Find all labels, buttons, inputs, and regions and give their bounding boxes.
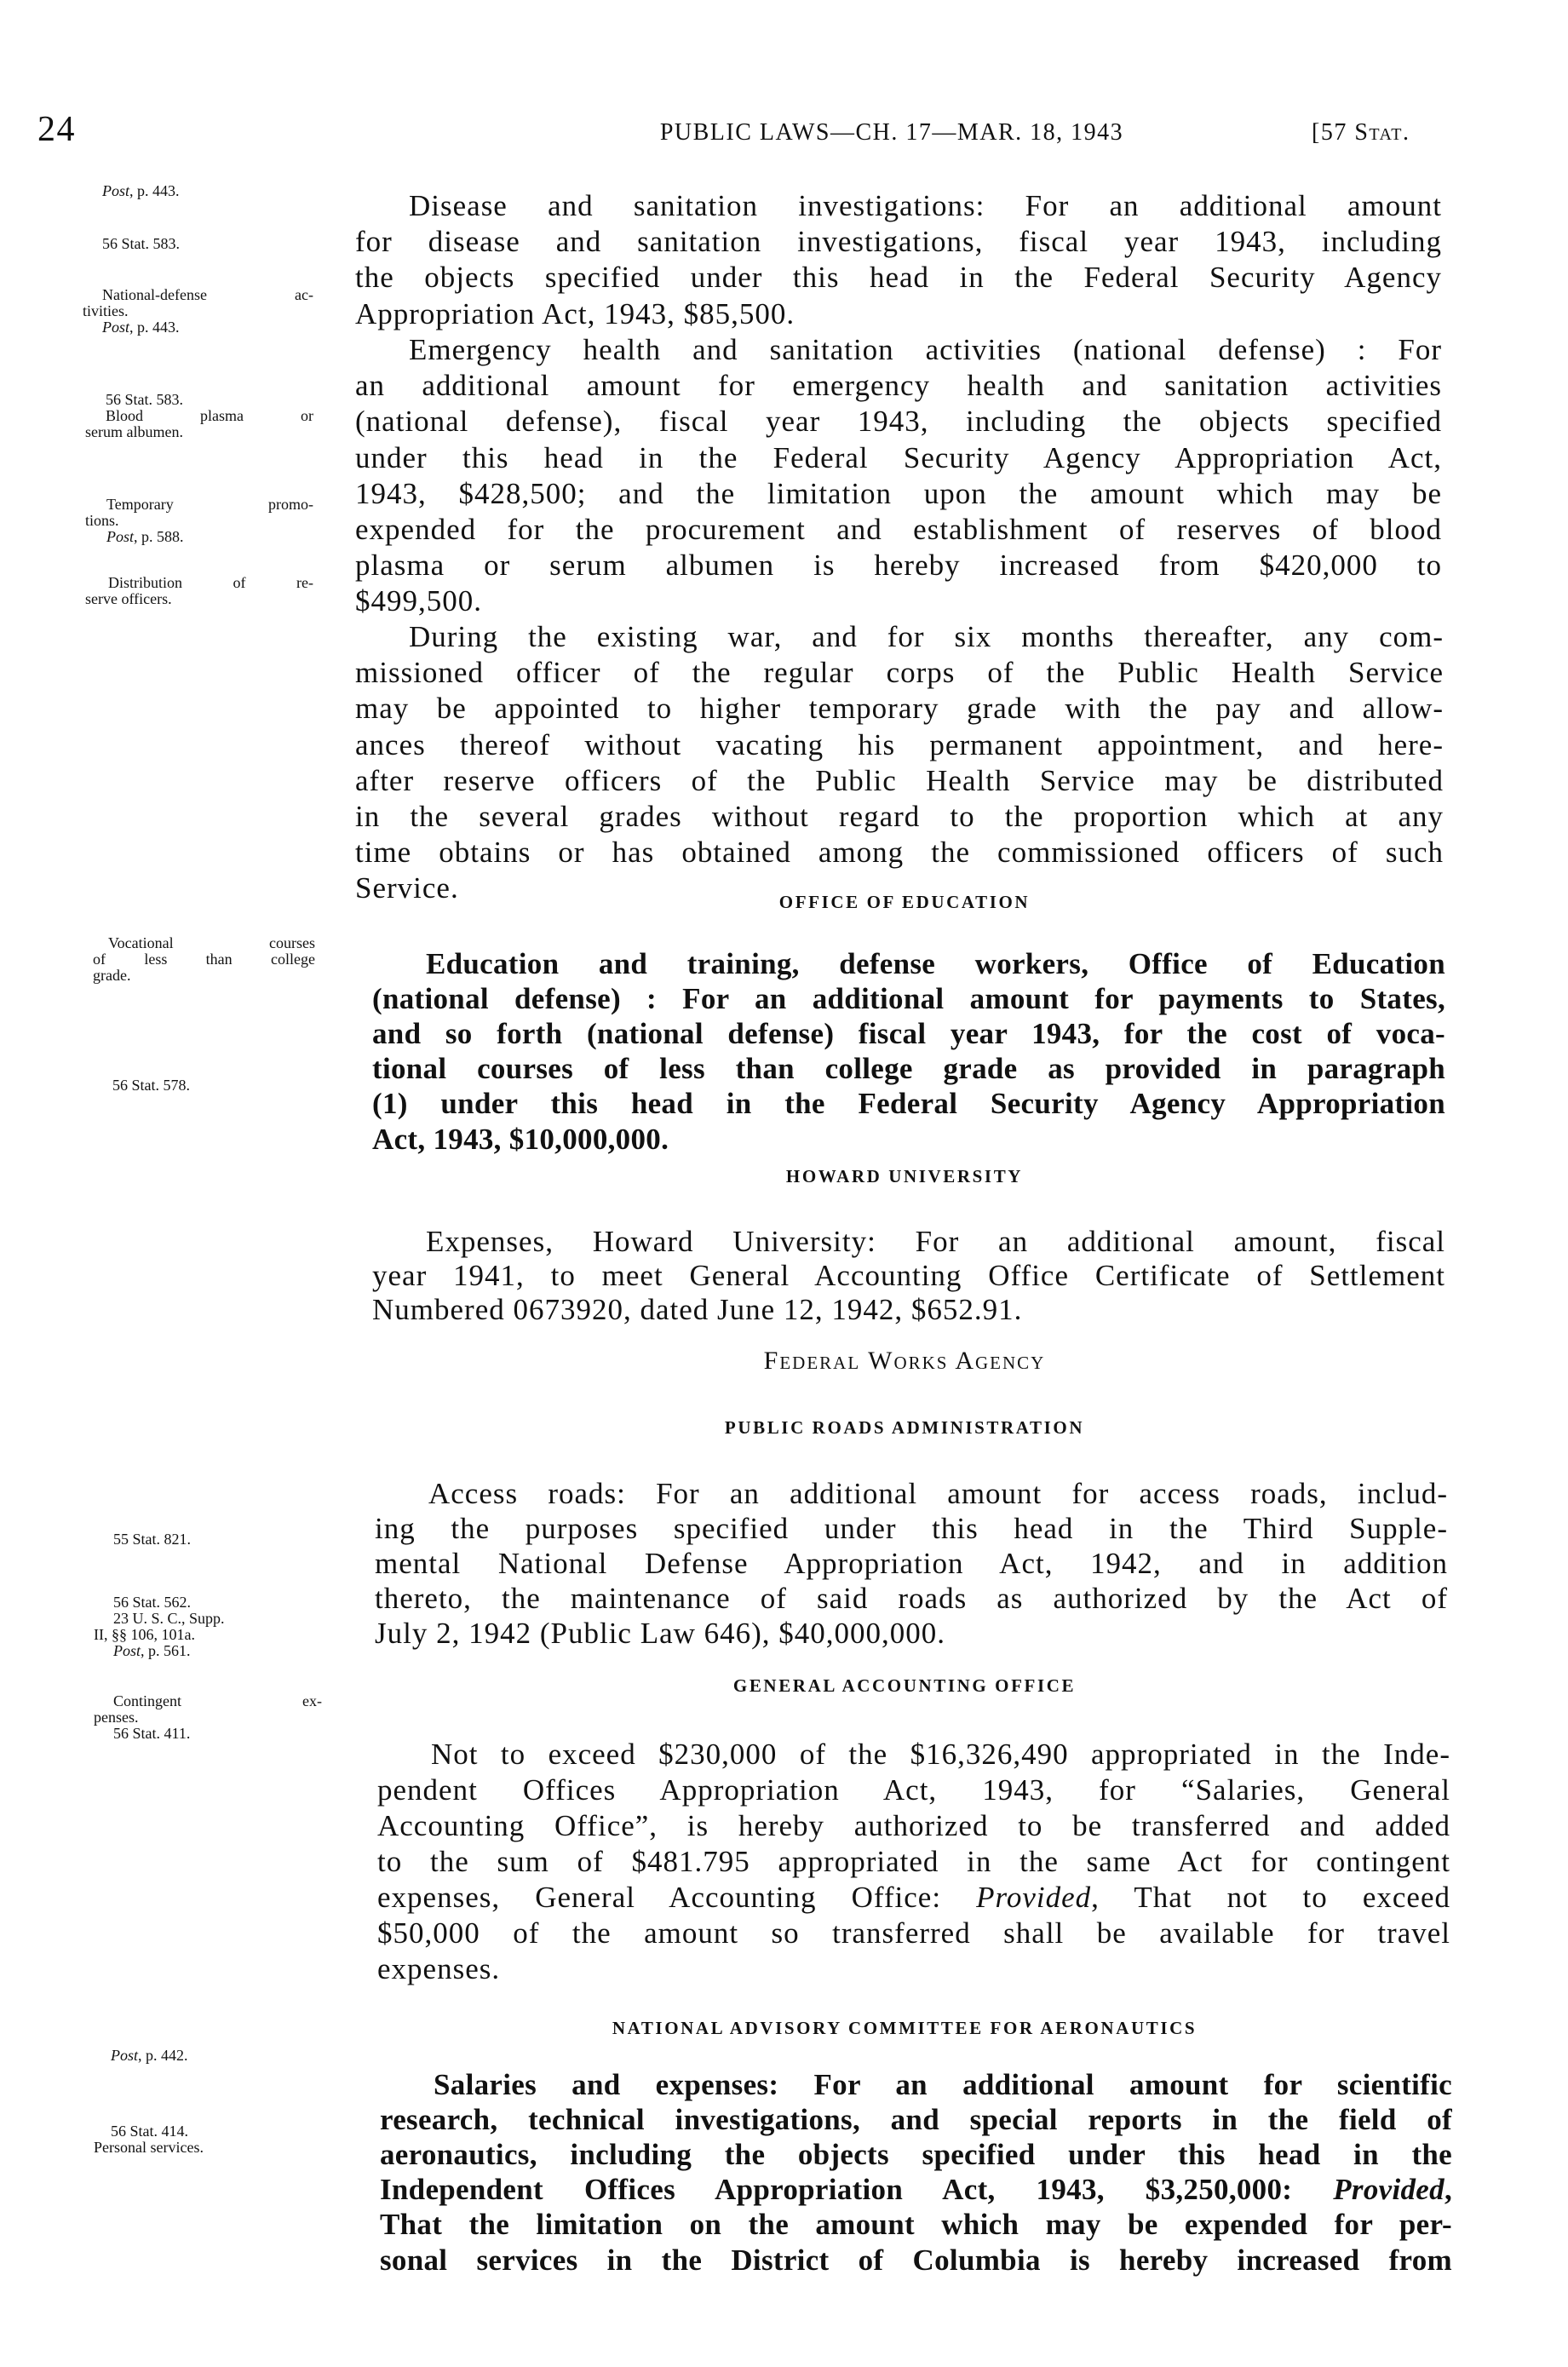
text-run: 56 Stat. 578. [112, 1077, 191, 1094]
text-line [380, 2207, 1452, 2242]
margin-note-line [106, 392, 313, 408]
text-run: tional courses of less than college grade as provided in paragraph [372, 1052, 1445, 1086]
text-line [355, 763, 1444, 799]
text-run: (national defense) : For an additional amount for payments to States, [372, 981, 1445, 1015]
text-line [375, 1581, 1448, 1616]
italic-text: Post [113, 1642, 141, 1659]
text-run: , p. 561. [141, 1642, 191, 1659]
margin-note-line [102, 319, 313, 336]
text-run: expenses, General Accounting Office: [377, 1881, 977, 1915]
text-run: grade. [93, 967, 131, 984]
text-run: Access roads: For an additional amount for access roads, includ- [428, 1476, 1448, 1510]
italic-text: Provided [976, 1881, 1092, 1915]
text-run: expended for the procurement and establishment of reserves of blood [355, 513, 1442, 547]
text-run: Not to exceed $230,000 of the $16,326,490 appropriated in the Inde- [431, 1738, 1450, 1772]
margin-note-line [113, 1693, 322, 1709]
text-line [380, 2102, 1452, 2137]
margin-note-line [93, 951, 315, 968]
text-run: in the several grades without regard to the proportion which at any [355, 800, 1444, 834]
margin-note-line [113, 1611, 322, 1627]
text-line [409, 332, 1442, 368]
volume-reference: [57 Stat. [1312, 119, 1410, 146]
text-line [375, 1616, 1448, 1651]
text-line [355, 404, 1442, 440]
text-run: Temporary promo- [106, 496, 313, 513]
text-line [372, 1016, 1445, 1051]
text-run: Personal services. [94, 2139, 204, 2156]
margin-note-line [94, 1709, 322, 1726]
margin-note-line [93, 968, 315, 984]
heading-federal-works-agency: Federal Works Agency [763, 1347, 1046, 1375]
text-run: aeronautics, including the objects specified under this head in the [380, 2137, 1452, 2171]
italic-text: Post [111, 2047, 139, 2064]
margin-note-line [111, 2123, 322, 2140]
text-run: 56 Stat. 583. [102, 235, 181, 252]
margin-note-line [94, 2140, 322, 2156]
text-line [380, 2137, 1452, 2172]
text-line [355, 224, 1442, 260]
italic-text: Post [106, 528, 135, 545]
text-line [377, 1880, 1450, 1916]
italic-text: Provided [1333, 2173, 1445, 2207]
text-run: , p. 443. [129, 319, 180, 336]
text-line [372, 1259, 1445, 1293]
margin-note-line [85, 424, 313, 440]
heading-public-roads-administration: PUBLIC ROADS ADMINISTRATION [724, 1417, 1085, 1438]
text-run: Service. [355, 871, 459, 905]
margin-note-line [113, 1643, 322, 1659]
text-run: serum albumen. [85, 423, 183, 440]
text-line [355, 727, 1444, 763]
text-run: 56 Stat. 562. [113, 1594, 192, 1611]
margin-note-line [85, 591, 313, 607]
text-run: to the sum of $481.795 appropriated in the same Act for contingent [377, 1845, 1450, 1879]
text-line [377, 1772, 1450, 1808]
text-run: National-defense ac- [102, 286, 313, 303]
text-run: Disease and sanitation investigations: For an additional amount [409, 189, 1442, 223]
text-run: Accounting Office”, is hereby authorized to be transferred and added [377, 1809, 1450, 1843]
margin-note-line [112, 1077, 315, 1094]
heading-howard-university: HOWARD UNIVERSITY [785, 1166, 1024, 1186]
running-title: PUBLIC LAWS—CH. 17—MAR. 18, 1943 [659, 119, 1124, 146]
text-line [434, 2067, 1452, 2102]
margin-note-line [106, 529, 313, 545]
text-run: , [1444, 2173, 1452, 2207]
text-line [372, 1293, 1445, 1327]
margin-note-line [83, 303, 313, 319]
text-line [355, 440, 1442, 476]
text-run: the objects specified under this head in the Federal Security Agency [355, 261, 1442, 295]
text-line [377, 1808, 1450, 1844]
text-run: 55 Stat. 821. [113, 1531, 192, 1548]
text-run: time obtains or has obtained among the commissioned officers of such [355, 836, 1444, 870]
text-run: Expenses, Howard University: For an additional amount, fiscal [426, 1225, 1445, 1259]
text-run: 23 U. S. C., Supp. [113, 1610, 225, 1627]
text-run: (1) under this head in the Federal Security Agency Appropriation [372, 1087, 1445, 1121]
text-run: Vocational courses [108, 934, 315, 951]
heading-general-accounting-office: GENERAL ACCOUNTING OFFICE [732, 1675, 1077, 1696]
margin-note-line [85, 513, 313, 529]
text-line [426, 946, 1445, 981]
text-run: penses. [94, 1709, 139, 1726]
text-run: Act, 1943, $10,000,000. [372, 1122, 669, 1156]
text-run: (national defense), fiscal year 1943, including the objects specified [355, 405, 1442, 439]
text-line [431, 1737, 1450, 1772]
text-run: tions. [85, 512, 119, 529]
text-run: Education and training, defense workers, Office of Education [426, 946, 1445, 980]
text-line [355, 368, 1442, 404]
text-line [377, 1844, 1450, 1880]
text-line [377, 1951, 1450, 1987]
text-line [355, 691, 1444, 727]
text-line [409, 619, 1444, 655]
heading-naca: NATIONAL ADVISORY COMMITTEE FOR AERONAUTICS [612, 2018, 1198, 2038]
text-run: During the existing war, and for six months thereafter, any com- [409, 620, 1444, 654]
margin-note-line [102, 287, 313, 303]
text-line [380, 2243, 1452, 2278]
text-run: Numbered 0673920, dated June 12, 1942, $652.91. [372, 1293, 1023, 1327]
italic-text: Post [102, 319, 130, 336]
text-line [428, 1476, 1448, 1511]
text-run: , p. 588. [134, 528, 184, 545]
text-run: 56 Stat. 414. [111, 2123, 189, 2140]
text-line [355, 296, 1442, 332]
margin-note-line [106, 497, 313, 513]
text-run: Contingent ex- [113, 1692, 322, 1709]
text-run: , That not to exceed [1091, 1881, 1450, 1915]
text-line [355, 512, 1442, 548]
text-line [380, 2172, 1452, 2207]
text-run: and so forth (national defense) fiscal year 1943, for the cost of voca- [372, 1016, 1445, 1050]
margin-note-line [102, 236, 313, 252]
text-run: pendent Offices Appropriation Act, 1943, for “Salaries, General [377, 1773, 1450, 1807]
text-run: Distribution of re- [108, 574, 313, 591]
text-run: ing the purposes specified under this head in the Third Supple- [375, 1511, 1448, 1545]
text-line [355, 476, 1442, 512]
text-run: II, §§ 106, 101a. [94, 1626, 195, 1643]
text-run: missioned officer of the regular corps of the Public Health Service [355, 656, 1444, 690]
text-line [372, 1086, 1445, 1121]
text-run: thereto, the maintenance of said roads as authorized by the Act of [375, 1581, 1448, 1615]
margin-note-line [108, 575, 313, 591]
italic-text: Post [102, 182, 130, 199]
margin-note-line [94, 1627, 322, 1643]
text-run: ances thereof without vacating his permanent appointment, and here- [355, 727, 1444, 761]
text-run: serve officers. [85, 590, 172, 607]
text-run: for disease and sanitation investigations, fiscal year 1943, including [355, 225, 1442, 259]
text-run: tivities. [83, 302, 129, 319]
text-line [355, 799, 1444, 835]
text-run: Independent Offices Appropriation Act, 1943, $3,250,000: [380, 2173, 1334, 2207]
text-line [355, 548, 1442, 583]
text-run: Appropriation Act, 1943, $85,500. [355, 296, 795, 330]
text-run: 1943, $428,500; and the limitation upon the amount which may be [355, 476, 1442, 510]
text-line [355, 583, 1442, 619]
margin-note-line [111, 2048, 322, 2064]
text-line [355, 835, 1444, 870]
text-run: under this head in the Federal Security Agency Appropriation Act, [355, 440, 1442, 474]
text-line [377, 1916, 1450, 1951]
page-number: 24 [37, 110, 76, 149]
margin-note-line [108, 935, 315, 951]
text-line [355, 260, 1442, 296]
text-run: , p. 443. [129, 182, 180, 199]
text-run: year 1941, to meet General Accounting Office Certificate of Settlement [372, 1259, 1445, 1293]
text-run: 56 Stat. 411. [113, 1725, 191, 1742]
margin-note-line [113, 1531, 322, 1548]
margin-note-line [113, 1594, 322, 1611]
text-run: after reserve officers of the Public Health Service may be distributed [355, 763, 1444, 797]
text-line [372, 1122, 1445, 1157]
margin-note-line [106, 408, 313, 424]
text-run: July 2, 1942 (Public Law 646), $40,000,000. [375, 1616, 946, 1650]
text-run: of less than college [93, 951, 315, 968]
text-line [355, 870, 1444, 906]
text-run: That the limitation on the amount which may be expended for per- [380, 2208, 1452, 2242]
margin-note-line [102, 183, 313, 199]
text-run: may be appointed to higher temporary grade with the pay and allow- [355, 692, 1444, 726]
text-run: plasma or serum albumen is hereby increased from $420,000 to [355, 549, 1442, 583]
text-run: expenses. [377, 1952, 501, 1986]
text-run: , p. 442. [138, 2047, 188, 2064]
text-run: Blood plasma or [106, 407, 313, 424]
text-line [409, 188, 1442, 224]
text-run: an additional amount for emergency health and sanitation activities [355, 369, 1442, 403]
text-line [372, 1051, 1445, 1086]
text-run: Emergency health and sanitation activities (national defense) : For [409, 333, 1442, 367]
margin-note-line [113, 1726, 322, 1742]
text-line [426, 1225, 1445, 1259]
text-run: sonal services in the District of Columbia is hereby increased from [380, 2243, 1452, 2277]
text-run: $50,000 of the amount so transferred shall be available for travel [377, 1916, 1450, 1950]
text-run: mental National Defense Appropriation Act, 1942, and in addition [375, 1546, 1448, 1580]
heading-office-of-education: OFFICE OF EDUCATION [778, 892, 1031, 912]
text-run: research, technical investigations, and special reports in the field of [380, 2102, 1452, 2136]
text-line [375, 1511, 1448, 1546]
text-line [355, 655, 1444, 691]
text-run: Salaries and expenses: For an additional amount for scientific [434, 2067, 1452, 2101]
text-run: $499,500. [355, 584, 482, 618]
text-line [372, 981, 1445, 1016]
text-run: 56 Stat. 583. [106, 391, 184, 408]
text-line [375, 1546, 1448, 1581]
